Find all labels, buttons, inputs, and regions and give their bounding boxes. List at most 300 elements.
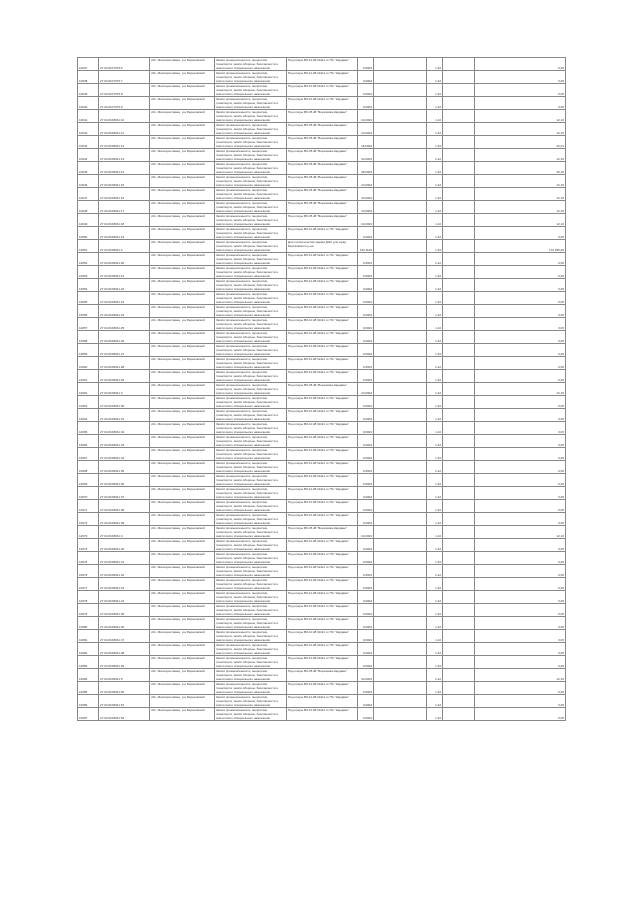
- empty-cell: [374, 630, 427, 643]
- cadastral-number: 27:04:0108041:15: [99, 175, 150, 188]
- empty-cell: [374, 526, 427, 539]
- total-value: 12,16: [475, 123, 566, 136]
- address: обл. Малоярославец, р-н Березовский: [150, 240, 215, 253]
- row-number: 10047: [78, 188, 99, 201]
- table-row: [78, 682, 566, 695]
- land-category: Земли промышленности, энергетики, транспорта, земли обороны, безопасности и земли иного специального назначения: [215, 188, 287, 201]
- total-value: 0,06: [475, 461, 566, 474]
- land-category: Земли промышленности, энергетики, транспорта, земли обороны, безопасности и земли иного специального назначения: [215, 643, 287, 656]
- empty-cell: [374, 266, 427, 279]
- row-number: 10052: [78, 253, 99, 266]
- cadastral-number: 27:04:0108041:24: [99, 305, 150, 318]
- empty-cell: [374, 253, 427, 266]
- total-value: 22,01: [475, 136, 566, 149]
- land-category: Земли промышленности, энергетики, транспорта, земли обороны, безопасности и земли иного специального назначения: [215, 422, 287, 435]
- row-number: 10043: [78, 136, 99, 149]
- total-value: 0,06: [475, 409, 566, 422]
- empty-cell: [443, 136, 475, 149]
- area-value: 0,0004: [358, 656, 374, 669]
- cadastral-number: 27:04:0108041:17: [99, 201, 150, 214]
- land-category: Земли промышленности, энергетики, транспорта, земли обороны, безопасности и земли иного специального назначения: [215, 201, 287, 214]
- empty-cell: [443, 669, 475, 682]
- address: обл. Малоярославец, р-н Березовский: [150, 318, 215, 331]
- row-number: 10073: [78, 526, 99, 539]
- cadastral-number: 27:04:0108041:28: [99, 357, 150, 370]
- cadastral-number: 27:04:0108041:52: [99, 708, 150, 721]
- area-value: 0,0004: [358, 253, 374, 266]
- cadastral-number: 27:04:0108041:46: [99, 617, 150, 630]
- empty-cell: [374, 539, 427, 552]
- land-category: Земли промышленности, энергетики, транспорта, земли обороны, безопасности и земли иного специального назначения: [215, 370, 287, 383]
- land-category: Земли промышленности, энергетики, транспорта, земли обороны, безопасности и земли иного специального назначения: [215, 474, 287, 487]
- permitted-use: Под опоры ВЛ-35 кВ "Березовка-Кардамо": [287, 526, 358, 539]
- row-number: 10078: [78, 591, 99, 604]
- cadastral-number: 27:04:0108041:14: [99, 162, 150, 175]
- total-value: 0,06: [475, 604, 566, 617]
- empty-cell: [374, 227, 427, 240]
- total-value: 0,06: [475, 552, 566, 565]
- land-category: Земли промышленности, энергетики, транспорта, земли обороны, безопасности и земли иного специального назначения: [215, 253, 287, 266]
- address: обл. Малоярославец, р-н Березовский: [150, 188, 215, 201]
- address: обл. Малоярославец, р-н Березовский: [150, 435, 215, 448]
- area-value: 0,0004: [358, 97, 374, 110]
- table-row: [78, 110, 566, 123]
- row-number: 10042: [78, 123, 99, 136]
- total-value: 12,16: [475, 188, 566, 201]
- table-row: [78, 331, 566, 344]
- land-category: Земли промышленности, энергетики, транспорта, земли обороны, безопасности и земли иного специального назначения: [215, 617, 287, 630]
- empty-cell: [374, 331, 427, 344]
- row-number: 10045: [78, 162, 99, 175]
- table-row: [78, 708, 566, 721]
- land-category: Земли промышленности, энергетики, транспорта, земли обороны, безопасности и земли иного специального назначения: [215, 526, 287, 539]
- total-value: 12,16: [475, 175, 566, 188]
- table-row: [78, 656, 566, 669]
- area-value: 0,0004: [358, 604, 374, 617]
- rate-value: 1,22: [427, 318, 443, 331]
- row-number: 10075: [78, 552, 99, 565]
- row-number: 10054: [78, 279, 99, 292]
- address: обл. Малоярославец, р-н Березовский: [150, 253, 215, 266]
- rate-value: 1,22: [427, 708, 443, 721]
- row-number: 10069: [78, 474, 99, 487]
- rate-value: 1,22: [427, 331, 443, 344]
- land-category: Земли промышленности, энергетики, транспорта, земли обороны, безопасности и земли иного специального назначения: [215, 149, 287, 162]
- address: обл. Малоярославец, р-н Березовский: [150, 643, 215, 656]
- rate-value: 1,22: [427, 123, 443, 136]
- area-value: 0,0004: [358, 617, 374, 630]
- address: обл. Малоярославец, р-н Березовский: [150, 396, 215, 409]
- area-value: 0,0004: [358, 396, 374, 409]
- table-row: [78, 604, 566, 617]
- area-value: 10,0004: [358, 188, 374, 201]
- empty-cell: [443, 539, 475, 552]
- permitted-use: Под опоры ВЛ-10 кВ №111 от ПС "Кардамо": [287, 409, 358, 422]
- cadastral-number: 27:04:0107075:9: [99, 97, 150, 110]
- rate-value: 1,22: [427, 500, 443, 513]
- cadastral-number: 27:04:0108041:37: [99, 487, 150, 500]
- empty-cell: [374, 370, 427, 383]
- total-value: 0,06: [475, 58, 566, 71]
- total-value: 0,06: [475, 370, 566, 383]
- row-number: 10041: [78, 110, 99, 123]
- total-value: 0,06: [475, 656, 566, 669]
- rate-value: 1,22: [427, 552, 443, 565]
- rate-value: 1,22: [427, 656, 443, 669]
- land-category: Земли промышленности, энергетики, транспорта, земли обороны, безопасности и земли иного специального назначения: [215, 292, 287, 305]
- empty-cell: [443, 357, 475, 370]
- rate-value: 1,22: [427, 630, 443, 643]
- address: обл. Малоярославец, р-н Березовский: [150, 84, 215, 97]
- address: обл. Малоярославец, р-н Березовский: [150, 422, 215, 435]
- empty-cell: [374, 617, 427, 630]
- cadastral-number: 27:04:0108041:43: [99, 578, 150, 591]
- total-value: 0,06: [475, 227, 566, 240]
- row-number: 10072: [78, 513, 99, 526]
- cadastral-number: 27:04:0108041:44: [99, 591, 150, 604]
- permitted-use: Под опоры ВЛ-10 кВ №111 от ПС "Кардамо": [287, 266, 358, 279]
- rate-value: 1,22: [427, 604, 443, 617]
- area-value: 18,0004: [358, 136, 374, 149]
- empty-cell: [374, 214, 427, 227]
- empty-cell: [374, 435, 427, 448]
- permitted-use: Под опоры ВЛ-35 кВ "Березовка-Кардамо": [287, 201, 358, 214]
- rate-value: 1,22: [427, 136, 443, 149]
- table-row: [78, 175, 566, 188]
- empty-cell: [443, 214, 475, 227]
- address: обл. Малоярославец, р-н Березовский: [150, 97, 215, 110]
- address: обл. Малоярославец, р-н Березовский: [150, 149, 215, 162]
- total-value: 0,06: [475, 617, 566, 630]
- empty-cell: [443, 617, 475, 630]
- empty-cell: [443, 292, 475, 305]
- rate-value: 1,22: [427, 682, 443, 695]
- empty-cell: [374, 123, 427, 136]
- rate-value: 1,22: [427, 526, 443, 539]
- rate-value: 1,22: [427, 448, 443, 461]
- cadastral-number: 27:04:0108041:18: [99, 214, 150, 227]
- row-number: 10058: [78, 331, 99, 344]
- permitted-use: Под опоры ВЛ-10 кВ №111 от ПС "Кардамо": [287, 656, 358, 669]
- address: обл. Малоярославец, р-н Березовский: [150, 370, 215, 383]
- rate-value: 1,22: [427, 461, 443, 474]
- table-row: [78, 97, 566, 110]
- empty-cell: [443, 578, 475, 591]
- area-value: 10,0004: [358, 669, 374, 682]
- address: обл. Малоярославец, р-н Березовский: [150, 409, 215, 422]
- table-row: [78, 266, 566, 279]
- cadastral-number: 27:04:0108041:31: [99, 409, 150, 422]
- cadastral-number: 27:04:0108041:30: [99, 396, 150, 409]
- empty-cell: [374, 71, 427, 84]
- land-category: Земли промышленности, энергетики, транспорта, земли обороны, безопасности и земли иного специального назначения: [215, 591, 287, 604]
- cadastral-number: 27:04:0108041:34: [99, 448, 150, 461]
- area-value: 10,0004: [358, 201, 374, 214]
- permitted-use: Под опоры ВЛ-10 кВ №111 от ПС "Кардамо": [287, 292, 358, 305]
- empty-cell: [374, 240, 427, 253]
- cadastral-number: 27:04:0108041:26: [99, 331, 150, 344]
- permitted-use: Под опоры ВЛ-35 кВ "Березовка-Кардамо": [287, 188, 358, 201]
- empty-cell: [374, 708, 427, 721]
- total-value: 12,16: [475, 110, 566, 123]
- land-category: Земли промышленности, энергетики, транспорта, земли обороны, безопасности и земли иного специального назначения: [215, 656, 287, 669]
- total-value: 0,06: [475, 422, 566, 435]
- cadastral-number: 27:04:0108041:3: [99, 383, 150, 396]
- rate-value: 1,22: [427, 344, 443, 357]
- empty-cell: [374, 695, 427, 708]
- area-value: 0,0004: [358, 279, 374, 292]
- permitted-use: Под опоры ВЛ-35 кВ "Березовка-Кардамо": [287, 162, 358, 175]
- permitted-use: Под опоры ВЛ-10 кВ №111 от ПС "Кардамо": [287, 552, 358, 565]
- permitted-use: Под опоры ВЛ-10 кВ №111 от ПС "Кардамо": [287, 97, 358, 110]
- permitted-use: Под опоры ВЛ-10 кВ №111 от ПС "Кардамо": [287, 578, 358, 591]
- permitted-use: Под опоры ВЛ-35 кВ "Березовка-Кардамо": [287, 123, 358, 136]
- cadastral-number: 27:04:0108041:25: [99, 318, 150, 331]
- permitted-use: Под опоры ВЛ-10 кВ №111 от ПС "Кардамо": [287, 422, 358, 435]
- rate-value: 1,22: [427, 253, 443, 266]
- area-value: 0,0004: [358, 422, 374, 435]
- rate-value: 1,22: [427, 240, 443, 253]
- area-value: 0,0004: [358, 344, 374, 357]
- permitted-use: Под опоры ВЛ-10 кВ №111 от ПС "Кардамо": [287, 591, 358, 604]
- total-value: 12,16: [475, 201, 566, 214]
- address: обл. Малоярославец, р-н Березовский: [150, 461, 215, 474]
- empty-cell: [443, 305, 475, 318]
- area-value: 10,0004: [358, 175, 374, 188]
- empty-cell: [443, 370, 475, 383]
- empty-cell: [443, 435, 475, 448]
- row-number: 10081: [78, 630, 99, 643]
- area-value: 0,0004: [358, 448, 374, 461]
- rate-value: 1,22: [427, 58, 443, 71]
- rate-value: 1,22: [427, 396, 443, 409]
- land-category: Земли промышленности, энергетики, транспорта, земли обороны, безопасности и земли иного специального назначения: [215, 669, 287, 682]
- rate-value: 1,22: [427, 292, 443, 305]
- rate-value: 1,22: [427, 422, 443, 435]
- permitted-use: Под опоры ВЛ-10 кВ №111 от ПС "Кардамо": [287, 396, 358, 409]
- rate-value: 1,22: [427, 669, 443, 682]
- table-row: [78, 123, 566, 136]
- land-category: Земли промышленности, энергетики, транспорта, земли обороны, безопасности и земли иного специального назначения: [215, 71, 287, 84]
- empty-cell: [374, 422, 427, 435]
- table-row: [78, 201, 566, 214]
- area-value: 0,0004: [358, 331, 374, 344]
- table-row: [78, 500, 566, 513]
- permitted-use: Под опоры ВЛ-10 кВ №111 от ПС "Кардамо": [287, 500, 358, 513]
- row-number: 10050: [78, 227, 99, 240]
- total-value: 0,06: [475, 71, 566, 84]
- rate-value: 1,22: [427, 97, 443, 110]
- land-category: Земли промышленности, энергетики, транспорта, земли обороны, безопасности и земли иного специального назначения: [215, 513, 287, 526]
- cadastral-number: 27:04:0108041:19: [99, 227, 150, 240]
- cadastral-number: 27:04:0108041:36: [99, 474, 150, 487]
- row-number: 10061: [78, 370, 99, 383]
- permitted-use: Под опоры ВЛ-10 кВ №111 от ПС "Кардамо": [287, 58, 358, 71]
- address: обл. Малоярославец, р-н Березовский: [150, 695, 215, 708]
- area-value: 0,0004: [358, 318, 374, 331]
- address: обл. Малоярославец, р-н Березовский: [150, 513, 215, 526]
- address: обл. Малоярославец, р-н Березовский: [150, 162, 215, 175]
- area-value: 0,0004: [358, 552, 374, 565]
- cadastral-number: 27:04:0108041:5: [99, 669, 150, 682]
- total-value: 12,16: [475, 383, 566, 396]
- cadastral-number: 27:04:0108041:45: [99, 604, 150, 617]
- rate-value: 1,22: [427, 513, 443, 526]
- land-category: Земли промышленности, энергетики, транспорта, земли обороны, безопасности и земли иного специального назначения: [215, 630, 287, 643]
- row-number: 10062: [78, 383, 99, 396]
- row-number: 10055: [78, 292, 99, 305]
- empty-cell: [374, 110, 427, 123]
- row-number: 10063: [78, 396, 99, 409]
- address: обл. Малоярославец, р-н Березовский: [150, 656, 215, 669]
- table-row: [78, 253, 566, 266]
- land-category: Земли промышленности, энергетики, транспорта, земли обороны, безопасности и земли иного специального назначения: [215, 396, 287, 409]
- table-row: [78, 305, 566, 318]
- empty-cell: [374, 604, 427, 617]
- total-value: 0,06: [475, 344, 566, 357]
- rate-value: 1,22: [427, 279, 443, 292]
- empty-cell: [374, 175, 427, 188]
- cadastral-number: 27:04:0108041:32: [99, 422, 150, 435]
- rate-value: 1,22: [427, 435, 443, 448]
- total-value: 0,06: [475, 487, 566, 500]
- permitted-use: Под опоры ВЛ-35 кВ "Березовка-Кардамо": [287, 175, 358, 188]
- empty-cell: [443, 331, 475, 344]
- cadastral-number: 27:04:0107075:7: [99, 71, 150, 84]
- table-row: [78, 630, 566, 643]
- area-value: 0,0004: [358, 539, 374, 552]
- area-value: 0,0004: [358, 682, 374, 695]
- address: обл. Малоярославец, р-н Березовский: [150, 500, 215, 513]
- address: обл. Малоярославец, р-н Березовский: [150, 279, 215, 292]
- area-value: 0,0004: [358, 71, 374, 84]
- empty-cell: [374, 565, 427, 578]
- table-row: [78, 370, 566, 383]
- permitted-use: Под опоры ВЛ-10 кВ №111 от ПС "Кардамо": [287, 279, 358, 292]
- rate-value: 1,22: [427, 617, 443, 630]
- address: обл. Малоярославец, р-н Березовский: [150, 539, 215, 552]
- land-category: Земли промышленности, энергетики, транспорта, земли обороны, безопасности и земли иного специального назначения: [215, 708, 287, 721]
- table-row: [78, 136, 566, 149]
- total-value: 0,06: [475, 695, 566, 708]
- land-category: Земли промышленности, энергетики, транспорта, земли обороны, безопасности и земли иного специального назначения: [215, 344, 287, 357]
- empty-cell: [374, 383, 427, 396]
- permitted-use: Под опоры ВЛ-10 кВ №111 от ПС "Кардамо": [287, 84, 358, 97]
- permitted-use: Под опоры ВЛ-10 кВ №111 от ПС "Кардамо": [287, 318, 358, 331]
- empty-cell: [374, 682, 427, 695]
- rate-value: 1,22: [427, 305, 443, 318]
- cadastral-number: 27:04:0108041:27: [99, 344, 150, 357]
- permitted-use: Под опоры ВЛ-35 кВ "Березовка-Кардамо": [287, 383, 358, 396]
- land-category: Земли промышленности, энергетики, транспорта, земли обороны, безопасности и земли иного специального назначения: [215, 123, 287, 136]
- empty-cell: [374, 97, 427, 110]
- empty-cell: [443, 396, 475, 409]
- permitted-use: Под опоры ВЛ-10 кВ №111 от ПС "Кардамо": [287, 370, 358, 383]
- empty-cell: [443, 240, 475, 253]
- total-value: 0,06: [475, 97, 566, 110]
- total-value: 0,06: [475, 84, 566, 97]
- rate-value: 1,22: [427, 383, 443, 396]
- row-number: 10064: [78, 409, 99, 422]
- land-category: Земли промышленности, энергетики, транспорта, земли обороны, безопасности и земли иного специального назначения: [215, 578, 287, 591]
- table-row: [78, 318, 566, 331]
- address: обл. Малоярославец, р-н Березовский: [150, 552, 215, 565]
- land-category: Земли промышленности, энергетики, транспорта, земли обороны, безопасности и земли иного специального назначения: [215, 175, 287, 188]
- empty-cell: [443, 123, 475, 136]
- row-number: 10074: [78, 539, 99, 552]
- empty-cell: [374, 357, 427, 370]
- land-category: Земли промышленности, энергетики, транспорта, земли обороны, безопасности и земли иного специального назначения: [215, 500, 287, 513]
- empty-cell: [374, 500, 427, 513]
- area-value: 38,0004: [358, 162, 374, 175]
- total-value: 0,06: [475, 292, 566, 305]
- rate-value: 1,22: [427, 266, 443, 279]
- row-number: 10057: [78, 318, 99, 331]
- rate-value: 1,22: [427, 591, 443, 604]
- empty-cell: [443, 604, 475, 617]
- row-number: 10039: [78, 84, 99, 97]
- empty-cell: [374, 487, 427, 500]
- row-number: 10059: [78, 344, 99, 357]
- table-row: [78, 513, 566, 526]
- empty-cell: [443, 656, 475, 669]
- address: обл. Малоярославец, р-н Березовский: [150, 58, 215, 71]
- address: обл. Малоярославец, р-н Березовский: [150, 565, 215, 578]
- table-row: [78, 617, 566, 630]
- cadastral-number: 27:04:0108041:20: [99, 253, 150, 266]
- table-row: [78, 565, 566, 578]
- empty-cell: [374, 344, 427, 357]
- permitted-use: Под опоры ВЛ-10 кВ №111 от ПС "Кардамо": [287, 344, 358, 357]
- empty-cell: [374, 643, 427, 656]
- table-row: [78, 461, 566, 474]
- total-value: 0,06: [475, 630, 566, 643]
- land-category: Земли промышленности, энергетики, транспорта, земли обороны, безопасности и земли иного специального назначения: [215, 110, 287, 123]
- permitted-use: Под опоры ВЛ-10 кВ №111 от ПС "Кардамо": [287, 448, 358, 461]
- row-number: 10060: [78, 357, 99, 370]
- land-category: Земли промышленности, энергетики, транспорта, земли обороны, безопасности и земли иного специального назначения: [215, 240, 287, 253]
- permitted-use: Под опоры ВЛ-10 кВ №111 от ПС "Кардамо": [287, 604, 358, 617]
- empty-cell: [443, 409, 475, 422]
- area-value: 0,0004: [358, 643, 374, 656]
- total-value: 0,06: [475, 318, 566, 331]
- empty-cell: [374, 318, 427, 331]
- address: обл. Малоярославец, р-н Березовский: [150, 669, 215, 682]
- rate-value: 1,22: [427, 409, 443, 422]
- empty-cell: [443, 591, 475, 604]
- rate-value: 1,22: [427, 487, 443, 500]
- area-value: 0,0004: [358, 630, 374, 643]
- table-row: [78, 409, 566, 422]
- area-value: 10,0004: [358, 149, 374, 162]
- land-category: Земли промышленности, энергетики, транспорта, земли обороны, безопасности и земли иного специального назначения: [215, 383, 287, 396]
- empty-cell: [443, 110, 475, 123]
- land-category: Земли промышленности, энергетики, транспорта, земли обороны, безопасности и земли иного специального назначения: [215, 487, 287, 500]
- table-row: [78, 344, 566, 357]
- table-row: [78, 279, 566, 292]
- permitted-use: Под опоры ВЛ-35 кВ "Березовка-Кардамо": [287, 110, 358, 123]
- table-row: [78, 448, 566, 461]
- rate-value: 1,22: [427, 214, 443, 227]
- address: обл. Малоярославец, р-н Березовский: [150, 331, 215, 344]
- cadastral-number: 27:04:0108041:22: [99, 279, 150, 292]
- permitted-use: Под опоры ВЛ-10 кВ №111 от ПС "Кардамо": [287, 682, 358, 695]
- permitted-use: Под опоры ВЛ-10 кВ №111 от ПС "Кардамо": [287, 617, 358, 630]
- empty-cell: [443, 422, 475, 435]
- permitted-use: Под опоры ВЛ-10 кВ №111 от ПС "Кардамо": [287, 305, 358, 318]
- empty-cell: [443, 266, 475, 279]
- address: обл. Малоярославец, р-н Березовский: [150, 604, 215, 617]
